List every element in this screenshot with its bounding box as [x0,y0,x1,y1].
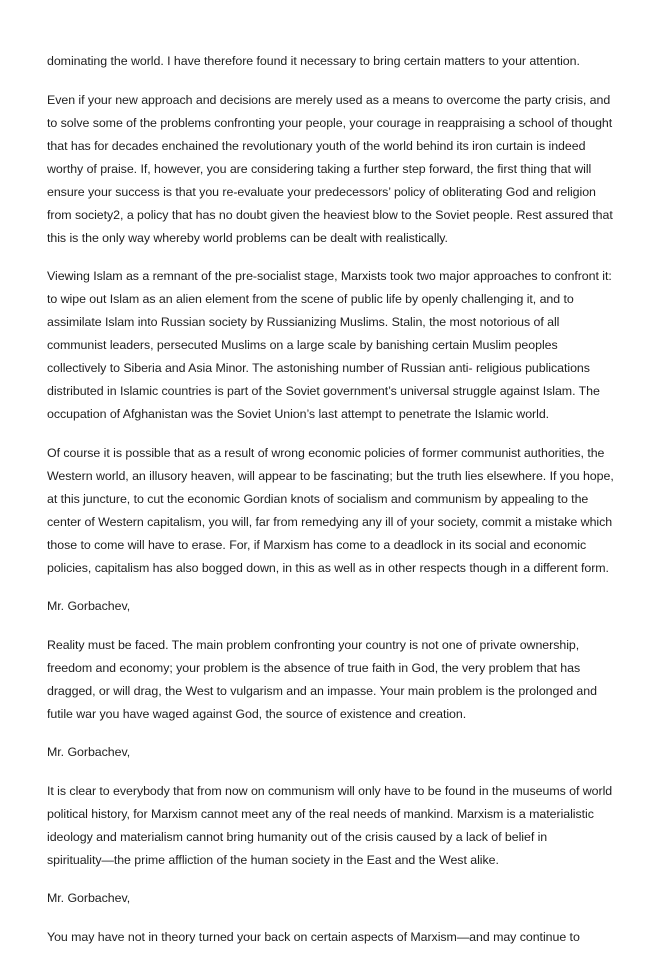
text-line: collectively to Siberia and Asia Minor. The astonishing number of Russian anti- religious publications [47,361,590,375]
paragraph-western-capitalism [47,442,647,580]
text-line: to wipe out Islam as an alien element from the scene of public life by openly challenging it, and to [47,292,574,306]
salutation [47,595,647,618]
text-line: Mr. Gorbachev, [47,891,131,905]
text-line: Even if your new approach and decisions are merely used as a means to overcome the party crisis, and [47,92,611,107]
text-line: ideology and materialism cannot bring humanity out of the crisis caused by a lack of belief in [47,829,548,844]
text-line: ensure your success is that you re-evaluate your predecessors’ policy of obliterating God and religion [47,184,596,199]
text-line: dominating the world. I have therefore found it necessary to bring certain matters to your attention. [47,54,580,68]
text-line: Viewing Islam as a remnant of the pre-socialist stage, Marxists took two major approaches to confront it: [47,269,612,283]
text-line: that has for decades enchained the revolutionary youth of the world behind its iron curtain is indeed [47,138,586,153]
text-line: dragged, or will drag, the West to vulgarism and an impasse. Your main problem is the prolonged and [47,683,597,698]
text-line: futile war you have waged against God, the source of existence and creation. [47,706,467,721]
text-line: to solve some of the problems confronting your people, your courage in reappraising a school of thought [47,115,613,130]
text-line: policies, capitalism has also bogged down, in this as well as in other respects though in a different form. [47,560,609,575]
salutation [47,741,647,764]
text-line: It is clear to everybody that from now on communism will only have to be found in the museums of world [47,783,613,798]
text-line: distributed in Islamic countries is part of the Soviet government’s universal struggle against Islam. The [47,384,600,398]
text-line: Mr. Gorbachev, [47,745,131,759]
text-line: Of course it is possible that as a result of wrong economic policies of former communist authorities, the [47,445,605,460]
text-line: Western world, an illusory heaven, will appear to be fascinating; but the truth lies elsewhere. If you hope, [47,468,614,483]
text-line: those to come will have to erase. For, if Marxism has come to a deadlock in its social and economic [47,537,587,552]
text-line: political history, for Marxism cannot meet any of the real needs of mankind. Marxism is a materialistic [47,806,594,821]
text-line: communist leaders, persecuted Muslims on a large scale by banishing certain Muslim peoples [47,338,558,352]
paragraph-intro-closing [47,50,647,73]
text-line: Reality must be faced. The main problem confronting your country is not one of private ownership, [47,637,580,652]
document-page [47,50,647,964]
text-line: freedom and economy; your problem is the absence of true faith in God, the very problem that has [47,660,581,675]
text-line: worthy of praise. If, however, you are considering taking a further step forward, the first thing that will [47,161,592,176]
text-line: Mr. Gorbachev, [47,599,131,613]
text-line: assimilate Islam into Russian society by Russianizing Muslims. Stalin, the most notorious of all [47,315,560,329]
paragraph-communism-museums [47,780,647,872]
salutation [47,887,647,910]
text-line: You may have not in theory turned your back on certain aspects of Marxism—and may continue to [47,929,580,944]
text-line: spirituality—the prime affliction of the human society in the East and the West alike. [47,852,499,867]
text-line: at this juncture, to cut the economic Gordian knots of socialism and communism by appealing to the [47,491,589,506]
text-line: from society2, a policy that has no doubt given the heaviest blow to the Soviet people. Rest assured that [47,207,613,222]
paragraph-theory [47,926,647,949]
paragraph-islam-marxism [47,265,647,426]
paragraph-reality [47,634,647,726]
text-line: center of Western capitalism, you will, far from remedying any ill of your society, commit a mistake which [47,514,613,529]
text-line: this is the only way whereby world problems can be dealt with realistically. [47,230,448,245]
text-line: occupation of Afghanistan was the Soviet Union’s last attempt to penetrate the Islamic world. [47,407,550,421]
paragraph-new-approach [47,89,647,250]
